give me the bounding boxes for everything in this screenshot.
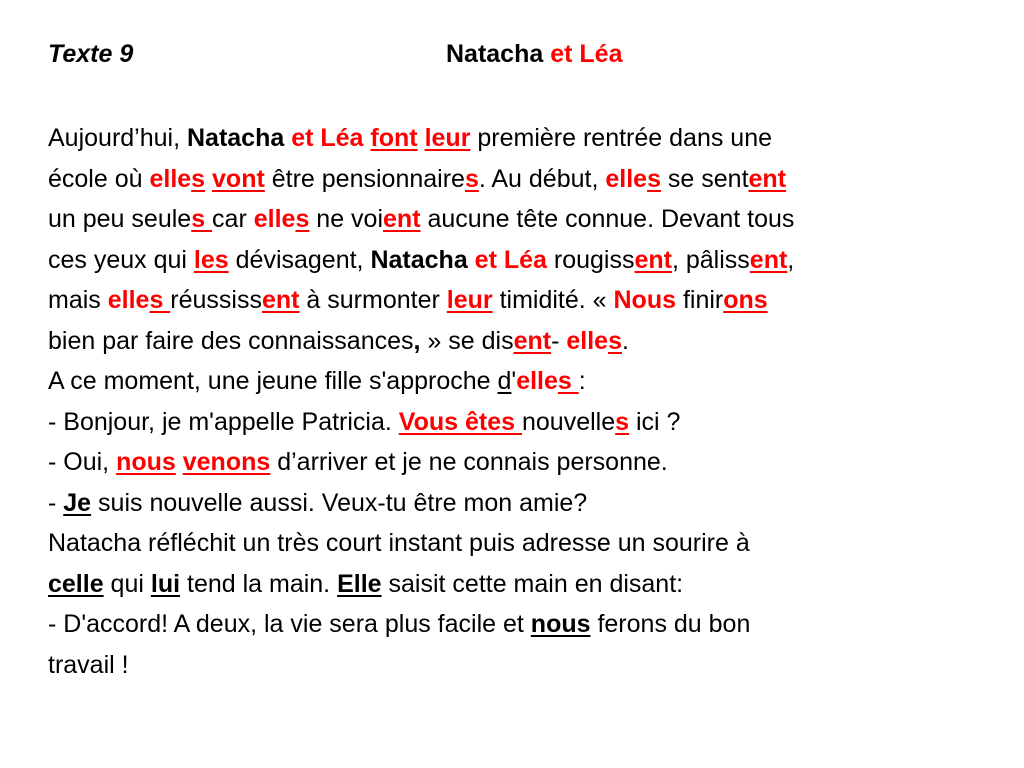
text-span: nous (530, 610, 591, 638)
highlighted-word: s (464, 164, 479, 193)
text-span: être pensionnaire (264, 164, 465, 193)
highlighted-word: s (557, 367, 579, 395)
highlighted-word: venons (182, 448, 271, 476)
text-line (48, 523, 988, 564)
highlighted-word: ent (634, 245, 672, 274)
text-title (446, 40, 622, 69)
text-line (48, 361, 988, 402)
text-span: Natacha (370, 245, 468, 274)
text-body (48, 118, 988, 685)
highlighted-word: ent (513, 326, 552, 355)
text-span: Aujourd’hui, (48, 124, 187, 152)
text-span: un peu seule (48, 205, 192, 233)
highlighted-word: vont (212, 164, 265, 193)
text-span (176, 448, 183, 476)
highlighted-word: elle (149, 164, 192, 193)
highlighted-word: ent (748, 164, 787, 193)
header (48, 40, 988, 74)
text-span: Natacha (186, 124, 285, 152)
text-span: première rentrée dans une (470, 124, 772, 152)
text-span: , pâliss (671, 245, 750, 274)
text-line (48, 402, 988, 443)
text-span: à surmonter (299, 286, 447, 314)
text-span: - (551, 326, 567, 355)
text-span: mais (48, 286, 108, 314)
text-span: d’arriver et je ne connais personne. (270, 448, 668, 476)
text-span: , (413, 326, 421, 355)
highlighted-word: font (370, 124, 418, 152)
highlighted-word: Nous (613, 286, 676, 314)
highlighted-word: et Léa (474, 245, 547, 274)
text-span: bien par faire des connaissances (48, 326, 414, 355)
text-span: finir (676, 286, 724, 314)
text-span: suis nouvelle aussi. Veux-tu être mon amie? (91, 488, 588, 517)
highlighted-word: elle (566, 326, 609, 355)
text-span (205, 165, 212, 193)
text-span: ' (511, 367, 517, 395)
highlighted-word: elle (253, 205, 296, 233)
text-span: - D'accord! A deux, la vie sera plus facile et (48, 610, 531, 638)
text-span: qui (103, 569, 151, 598)
text-span: rougiss (546, 245, 635, 274)
text-span: . Au début, (478, 164, 606, 193)
text-span: . (621, 326, 629, 355)
text-span: - Oui, (48, 448, 117, 476)
text-span: d (497, 367, 512, 395)
highlighted-word: leur (446, 286, 493, 314)
highlighted-word: s (295, 205, 310, 233)
text-span: » se dis (420, 326, 514, 355)
highlighted-word: ent (383, 205, 421, 233)
text-span: lui (150, 569, 181, 598)
text-line (48, 118, 988, 159)
text-span: Natacha (446, 40, 551, 68)
text-span: Je (63, 488, 92, 517)
text-span: ne voi (309, 205, 384, 233)
highlighted-word: ons (723, 286, 768, 314)
highlighted-word: nous (116, 448, 176, 476)
text-line (48, 321, 988, 362)
text-span: dévisagent, (228, 245, 371, 274)
highlighted-word: s (149, 286, 171, 314)
highlighted-word: les (193, 245, 229, 274)
highlighted-word: ent (261, 286, 300, 314)
text-span: travail ! (48, 650, 129, 679)
text-line (48, 442, 988, 483)
text-line (48, 280, 988, 321)
highlighted-word: et Léa (550, 40, 623, 68)
highlighted-word: s (191, 205, 213, 233)
text-span: réussiss (170, 286, 262, 314)
highlighted-word: elle (516, 367, 558, 395)
highlighted-word: ent (749, 245, 788, 274)
highlighted-word: elle (605, 164, 648, 193)
text-span: - Bonjour, je m'appelle Patricia. (48, 407, 399, 436)
text-span: , (787, 245, 795, 274)
text-span: ces yeux qui (48, 245, 194, 274)
highlighted-word: et Léa (291, 124, 364, 152)
text-span: aucune tête connue. Devant tous (420, 205, 795, 233)
highlighted-word: s (191, 164, 206, 193)
text-span (468, 246, 475, 274)
text-span: A ce moment, une jeune fille s'approche (48, 367, 498, 395)
text-span: ici ? (629, 407, 681, 436)
text-span: : (578, 367, 586, 395)
text-line (48, 604, 988, 645)
text-line (48, 483, 988, 524)
text-span: ferons du bon (590, 610, 751, 638)
text-span (418, 124, 425, 152)
text-span: timidité. « (492, 286, 614, 314)
highlighted-word: s (615, 407, 630, 436)
text-span: se sent (660, 164, 749, 193)
highlighted-word: Vous êtes (398, 407, 522, 436)
text-span: saisit cette main en disant: (381, 569, 684, 598)
highlighted-word: leur (424, 124, 471, 152)
text-label: Texte 9 (48, 40, 134, 68)
text-line (48, 645, 988, 686)
text-span: tend la main. (180, 569, 338, 598)
text-line (48, 564, 988, 605)
text-span: - (48, 488, 64, 517)
text-span: Natacha réfléchit un très court instant puis adresse un sourire à (48, 529, 750, 557)
text-line (48, 159, 988, 200)
highlighted-word: s (647, 164, 661, 193)
text-line (48, 199, 988, 240)
highlighted-word: s (608, 326, 622, 355)
highlighted-word: elle (107, 286, 150, 314)
text-span: celle (48, 569, 104, 598)
text-span: car (212, 205, 254, 233)
text-line (48, 240, 988, 281)
text-span: nouvelle (521, 407, 616, 436)
text-span: Elle (337, 569, 382, 598)
text-span: école où (48, 164, 150, 193)
